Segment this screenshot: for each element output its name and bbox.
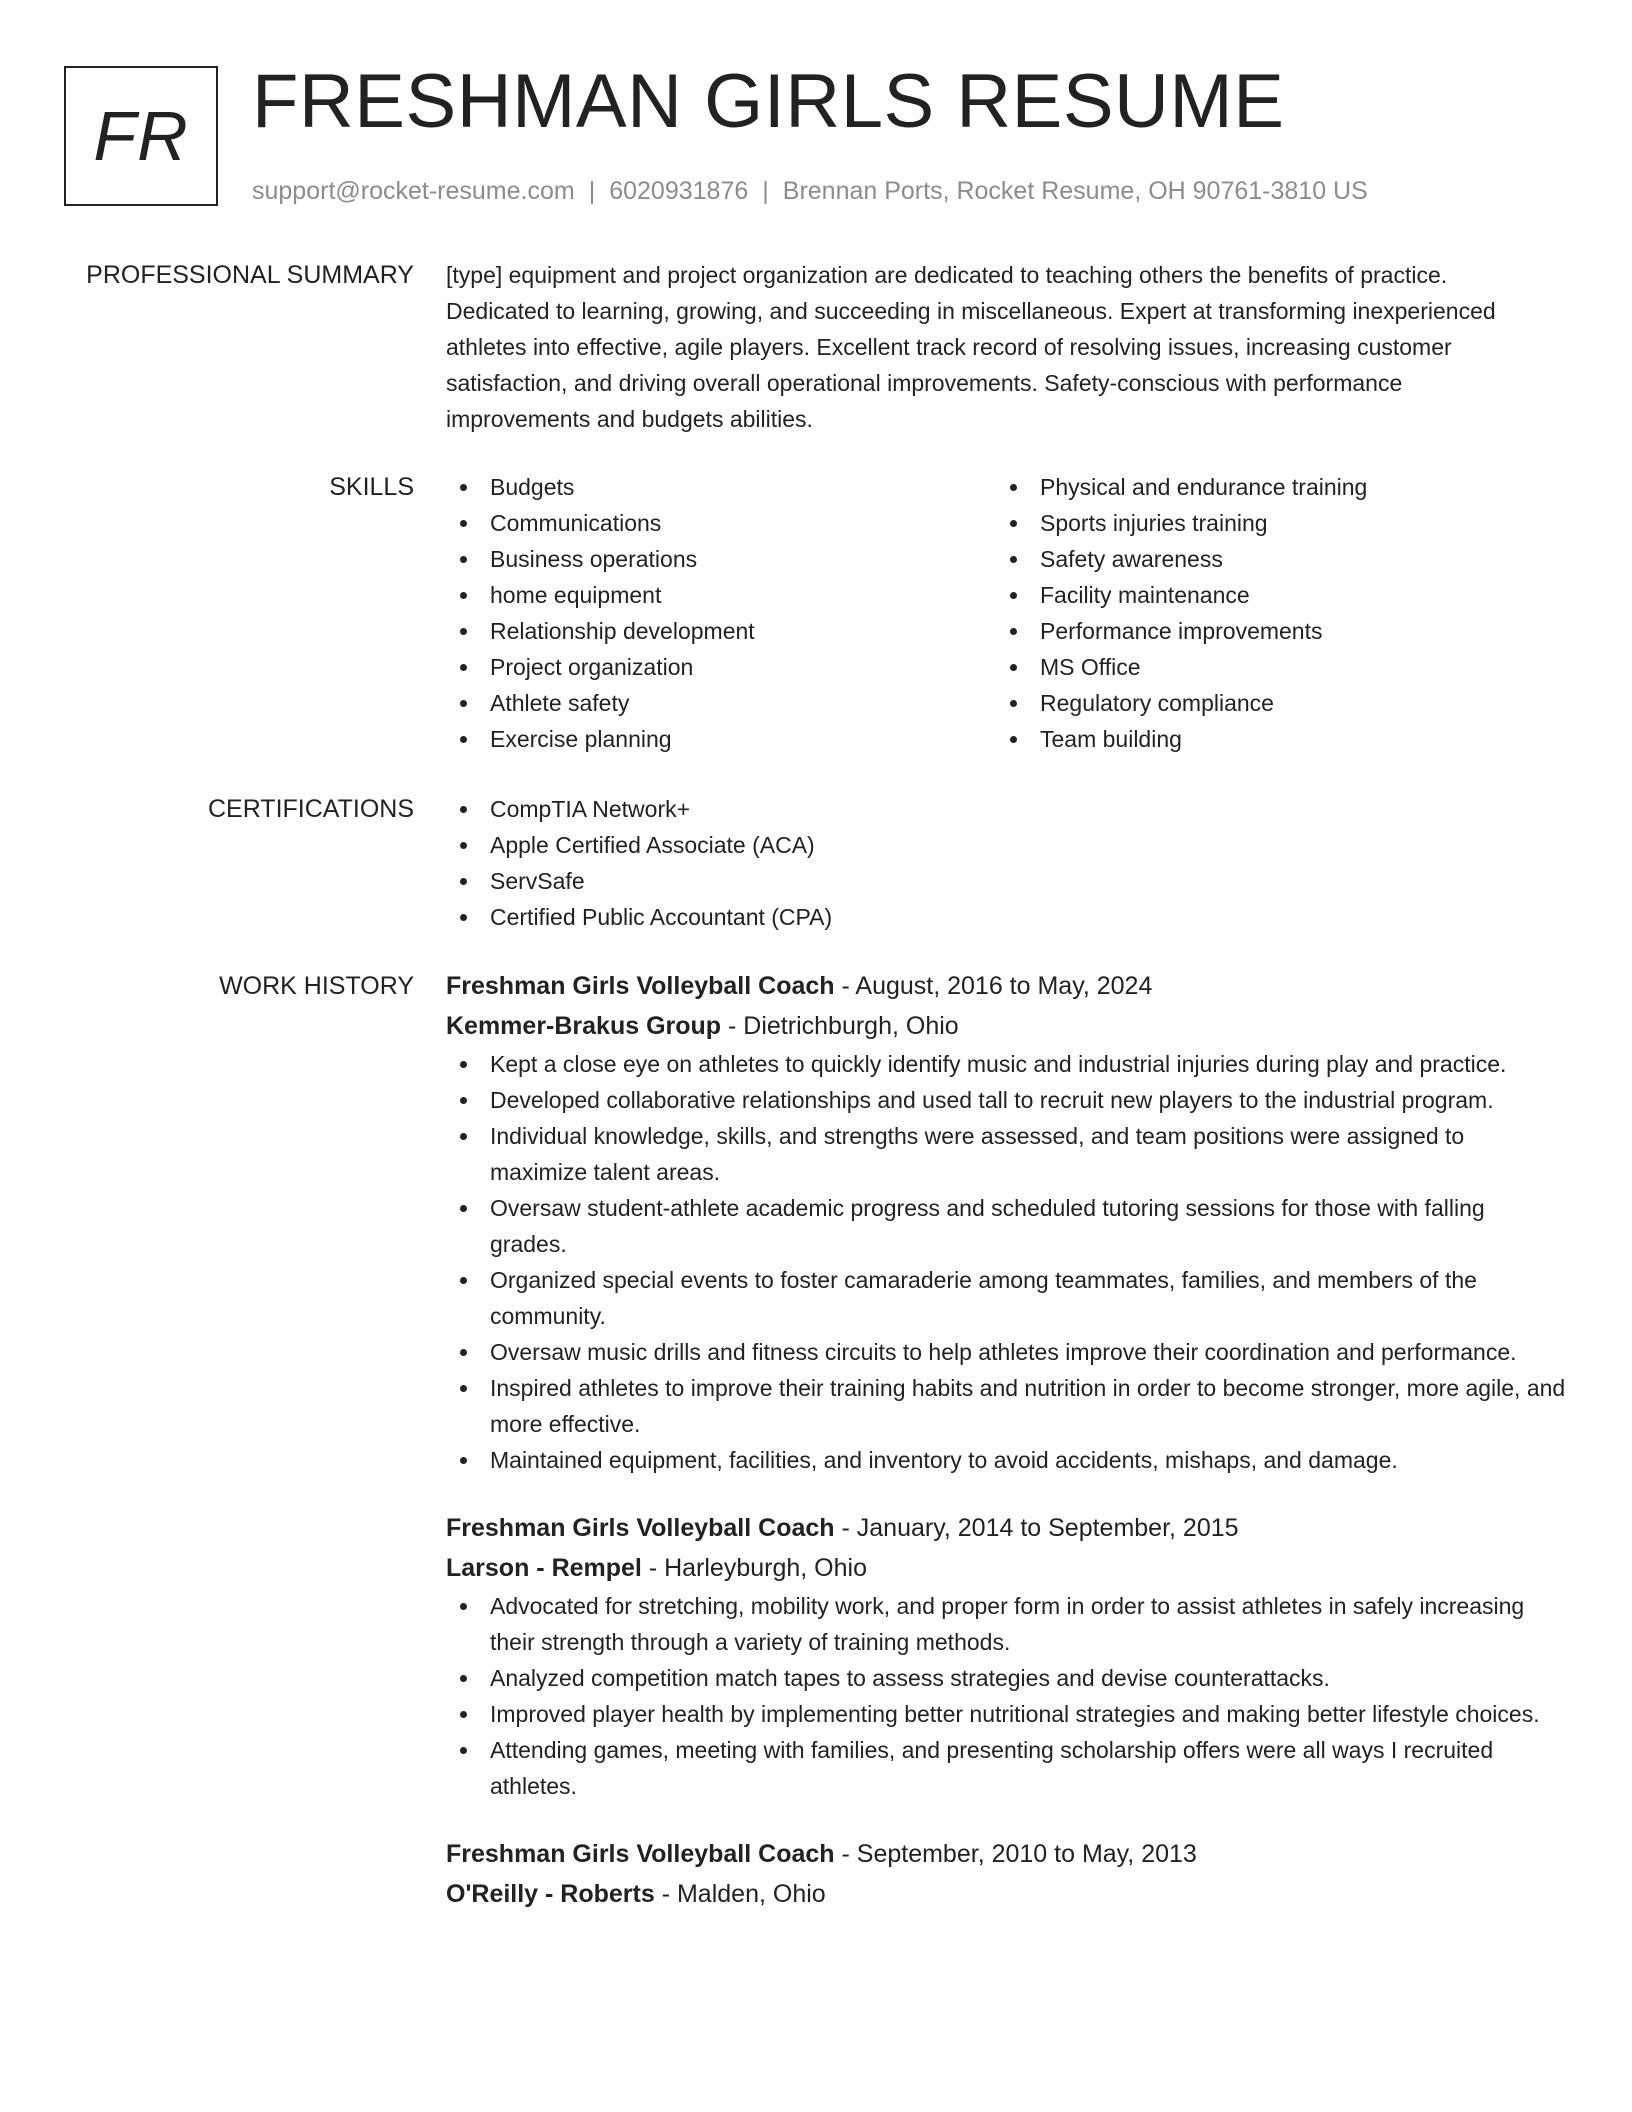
monogram-logo: FR	[64, 66, 218, 206]
summary-text: [type] equipment and project organization are dedicated to teaching others the benefits of practice. Dedicated to learning, growing, and succeeding in miscellaneous. Expert at transforming inexperienced athletes into effective, agile players. Excellent track record of resolving issues, increasing customer satisfaction, and driving overall operational improvements. Safety-conscious with performance improvements and budgets abilities.	[446, 262, 1496, 432]
skill-item: Physical and endurance training	[996, 469, 1546, 505]
contact-email[interactable]: support@rocket-resume.com	[252, 177, 575, 205]
job-dates: - August, 2016 to May, 2024	[834, 972, 1153, 1000]
job-title-line	[446, 1834, 1566, 1874]
job-duty-item: Developed collaborative relationships and used tall to recruit new players to the industrial program.	[446, 1082, 1566, 1118]
job-entry	[446, 1834, 1566, 1914]
section-label-work-history: WORK HISTORY	[219, 972, 414, 1000]
certification-item: ServSafe	[446, 863, 1566, 899]
job-dates: - September, 2010 to May, 2013	[834, 1840, 1197, 1868]
job-duty-item: Analyzed competition match tapes to assess strategies and devise counterattacks.	[446, 1660, 1566, 1696]
job-duty-item: Attending games, meeting with families, and presenting scholarship offers were all ways I recruited athletes.	[446, 1732, 1566, 1804]
job-title-line	[446, 966, 1566, 1006]
job-dates: - January, 2014 to September, 2015	[834, 1514, 1239, 1542]
contact-line	[252, 176, 1368, 206]
job-duties-list	[446, 1588, 1566, 1804]
job-duty-item: Improved player health by implementing better nutritional strategies and making better lifestyle choices.	[446, 1696, 1566, 1732]
job-entry	[446, 966, 1566, 1478]
skill-item: MS Office	[996, 649, 1546, 685]
contact-phone[interactable]: 6020931876	[609, 177, 749, 205]
skill-item: Project organization	[446, 649, 996, 685]
job-duty-item: Maintained equipment, facilities, and inventory to avoid accidents, mishaps, and damage.	[446, 1442, 1566, 1478]
job-duty-item: Individual knowledge, skills, and strengths were assessed, and team positions were assigned to maximize talent areas.	[446, 1118, 1566, 1190]
resume-name: FRESHMAN GIRLS RESUME	[252, 59, 1285, 144]
contact-address: Brennan Ports, Rocket Resume, OH 90761-3810 US	[782, 177, 1368, 205]
job-location: - Harleyburgh, Ohio	[641, 1554, 867, 1582]
section-label-summary: PROFESSIONAL SUMMARY	[86, 261, 414, 289]
job-duties-list	[446, 1046, 1566, 1478]
job-company: Larson - Rempel	[446, 1554, 642, 1582]
job-title: Freshman Girls Volleyball Coach	[446, 1514, 835, 1542]
skills-list-left	[446, 469, 996, 757]
skill-item: Team building	[996, 721, 1546, 757]
job-company-line	[446, 1874, 1566, 1914]
job-title: Freshman Girls Volleyball Coach	[446, 1840, 835, 1868]
skills-list-right	[996, 469, 1546, 757]
contact-separator: |	[762, 177, 769, 205]
section-label-certifications: CERTIFICATIONS	[207, 795, 414, 823]
skill-item: Exercise planning	[446, 721, 996, 757]
job-location: - Malden, Ohio	[654, 1880, 826, 1908]
contact-separator: |	[588, 177, 596, 205]
certification-item: CompTIA Network+	[446, 791, 1566, 827]
job-company-line	[446, 1548, 1566, 1588]
job-title-line	[446, 1508, 1566, 1548]
job-company: O'Reilly - Roberts	[446, 1880, 655, 1908]
job-duty-item: Organized special events to foster camaraderie among teammates, families, and members of the community.	[446, 1262, 1566, 1334]
skill-item: Athlete safety	[446, 685, 996, 721]
skill-item: Facility maintenance	[996, 577, 1546, 613]
section-label-skills: SKILLS	[329, 473, 414, 501]
job-duty-item: Oversaw student-athlete academic progress and scheduled tutoring sessions for those with falling grades.	[446, 1190, 1566, 1262]
skill-item: Budgets	[446, 469, 996, 505]
job-company: Kemmer-Brakus Group	[446, 1012, 722, 1040]
skill-item: Communications	[446, 505, 996, 541]
certification-item: Certified Public Accountant (CPA)	[446, 899, 1566, 935]
job-entry	[446, 1508, 1566, 1804]
skill-item: Regulatory compliance	[996, 685, 1546, 721]
certifications-list	[446, 791, 1566, 935]
skill-item: Safety awareness	[996, 541, 1546, 577]
skill-item: Performance improvements	[996, 613, 1546, 649]
job-duty-item: Advocated for stretching, mobility work, and proper form in order to assist athletes in safely increasing their strength through a variety of training methods.	[446, 1588, 1566, 1660]
job-duty-item: Kept a close eye on athletes to quickly identify music and industrial injuries during play and practice.	[446, 1046, 1566, 1082]
certification-item: Apple Certified Associate (ACA)	[446, 827, 1566, 863]
jobs-container	[446, 966, 1566, 1944]
job-title: Freshman Girls Volleyball Coach	[446, 972, 835, 1000]
job-duty-item: Oversaw music drills and fitness circuits to help athletes improve their coordination and performance.	[446, 1334, 1566, 1370]
job-location: - Dietrichburgh, Ohio	[721, 1012, 959, 1040]
skill-item: home equipment	[446, 577, 996, 613]
skill-item: Sports injuries training	[996, 505, 1546, 541]
job-company-line	[446, 1006, 1566, 1046]
skill-item: Business operations	[446, 541, 996, 577]
skill-item: Relationship development	[446, 613, 996, 649]
job-duty-item: Inspired athletes to improve their training habits and nutrition in order to become stronger, more agile, and more effective.	[446, 1370, 1566, 1442]
